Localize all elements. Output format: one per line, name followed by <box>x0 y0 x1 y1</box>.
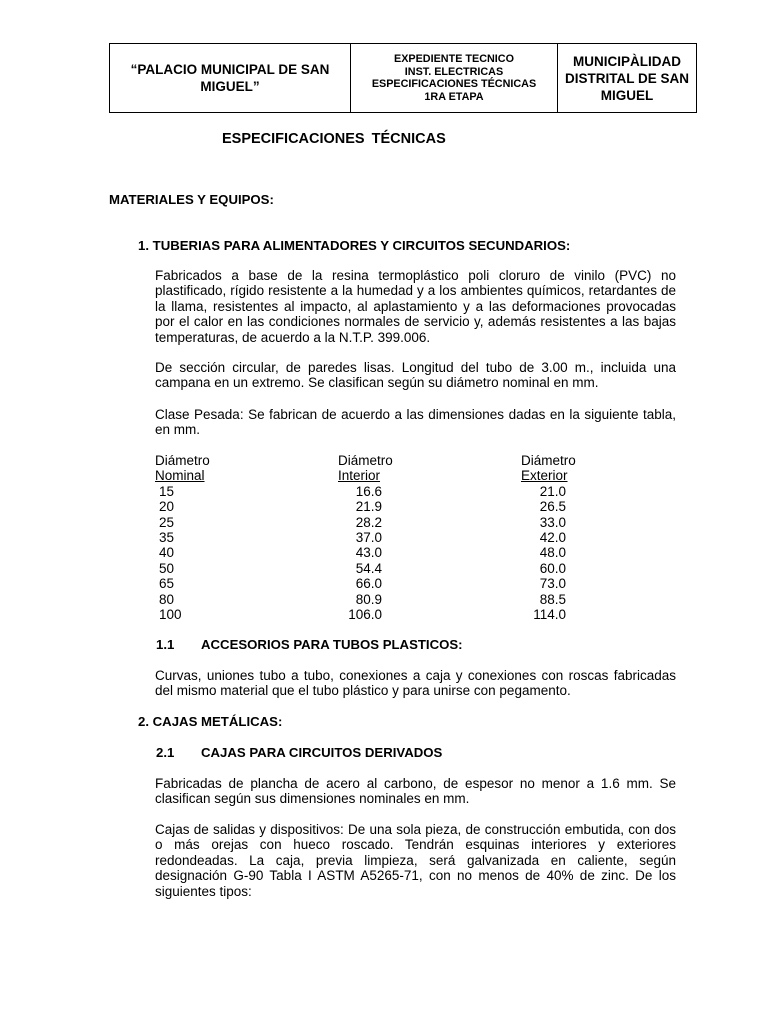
interior-diameter-cell: 54.4 <box>355 560 382 576</box>
nominal-diameter-cell: 80 <box>159 591 175 607</box>
section-1-heading: 1. TUBERIAS PARA ALIMENTADORES Y CIRCUITOS SECUNDARIOS: <box>138 238 571 253</box>
section-1-paragraph-3: Clase Pesada: Se fabrican de acuerdo a las dimensiones dadas en la siguiente tabla, en mm. <box>155 407 676 438</box>
nominal-diameter-cell: 40 <box>159 545 175 561</box>
section-1-paragraph-1: Fabricados a base de la resina termoplástico poli cloruro de vinilo (PVC) no plastificado, rígido resistente a la humedad y a los ambientes químicos, retardantes de la llama, resistentes al impacto, al aplastamiento y a las deformaciones provocadas por el calor en las condiciones normales de servicio y, además resistentes a las bajas temperaturas, de acuerdo a la N.T.P. 399.006. <box>155 268 676 345</box>
interior-diameter-cell: 37.0 <box>355 530 382 546</box>
nominal-diameter-cell: 15 <box>159 483 175 499</box>
header-project-title: “PALACIO MUNICIPAL DE SAN MIGUEL” <box>110 44 351 113</box>
section-1-paragraph-2: De sección circular, de paredes lisas. Longitud del tubo de 3.00 m., incluida una campana en un extremo. Se clasifican según su diámetro nominal en mm. <box>155 360 676 391</box>
page-title: ESPECIFICACIONES TÉCNICAS <box>222 131 446 147</box>
nominal-diameter-cell: 35 <box>159 530 175 546</box>
section-1-1-paragraph: Curvas, uniones tubo a tubo, conexiones a caja y conexiones con roscas fabricadas del mismo material que el tubo plástico y para unirse con pegamento. <box>155 668 676 699</box>
exterior-diameter-cell: 33.0 <box>539 514 566 530</box>
interior-diameter-cell: 16.6 <box>355 483 382 499</box>
header-document-info: EXPEDIENTE TECNICO INST. ELECTRICAS ESPECIFICACIONES TÉCNICAS 1RA ETAPA <box>351 44 558 113</box>
interior-diameter-cell: 66.0 <box>355 576 382 592</box>
section-1-1-number: 1.1 <box>156 637 175 652</box>
section-1-1-heading: ACCESORIOS PARA TUBOS PLASTICOS: <box>201 637 463 652</box>
section-2-1-number: 2.1 <box>156 745 175 760</box>
table-column-exterior: Diámetro Exterior 21.0 26.5 33.0 42.0 48.0 60.0 73.0 88.5 114.0 <box>521 453 576 623</box>
section-materials-heading: MATERIALES Y EQUIPOS: <box>109 192 274 207</box>
header-municipality: MUNICIPÀLIDAD DISTRITAL DE SAN MIGUEL <box>558 44 697 113</box>
interior-diameter-cell: 43.0 <box>355 545 382 561</box>
nominal-diameter-cell: 100 <box>159 607 182 623</box>
nominal-diameter-cell: 25 <box>159 514 175 530</box>
exterior-diameter-cell: 114.0 <box>533 607 566 623</box>
exterior-diameter-cell: 26.5 <box>539 499 566 515</box>
interior-diameter-cell: 21.9 <box>355 499 382 515</box>
exterior-diameter-cell: 21.0 <box>539 483 566 499</box>
exterior-diameter-cell: 42.0 <box>539 530 566 546</box>
section-2-1-paragraph-1: Fabricadas de plancha de acero al carbono, de espesor no menor a 1.6 mm. Se clasifican según sus dimensiones nominales en mm. <box>155 776 676 807</box>
section-2-heading: 2. CAJAS METÁLICAS: <box>138 714 283 729</box>
nominal-diameter-cell: 65 <box>159 576 175 592</box>
exterior-diameter-cell: 73.0 <box>539 576 566 592</box>
section-2-1-paragraph-2: Cajas de salidas y dispositivos: De una sola pieza, de construcción embutida, con dos o más orejas con hueco roscado. Tendrán esquinas interiores y exteriores redondeadas. La caja, previa limpieza, será galvanizada en caliente, según designación G-90 Tabla I ASTM A5265-71, con no menos de 40% de zinc. De los siguientes tipos: <box>155 822 676 899</box>
nominal-diameter-cell: 20 <box>159 499 175 515</box>
header-table <box>109 43 697 113</box>
exterior-diameter-cell: 60.0 <box>539 560 566 576</box>
exterior-diameter-cell: 48.0 <box>539 545 566 561</box>
section-2-1-heading: CAJAS PARA CIRCUITOS DERIVADOS <box>201 745 443 760</box>
exterior-diameter-cell: 88.5 <box>539 591 566 607</box>
interior-diameter-cell: 80.9 <box>355 591 382 607</box>
interior-diameter-cell: 28.2 <box>355 514 382 530</box>
table-column-interior: Diámetro Interior 16.6 21.9 28.2 37.0 43.0 54.4 66.0 80.9 106.0 <box>338 453 393 623</box>
interior-diameter-cell: 106.0 <box>348 607 382 623</box>
nominal-diameter-cell: 50 <box>159 560 175 576</box>
table-column-nominal: Diámetro Nominal 15 20 25 35 40 50 65 80 100 <box>155 453 255 622</box>
